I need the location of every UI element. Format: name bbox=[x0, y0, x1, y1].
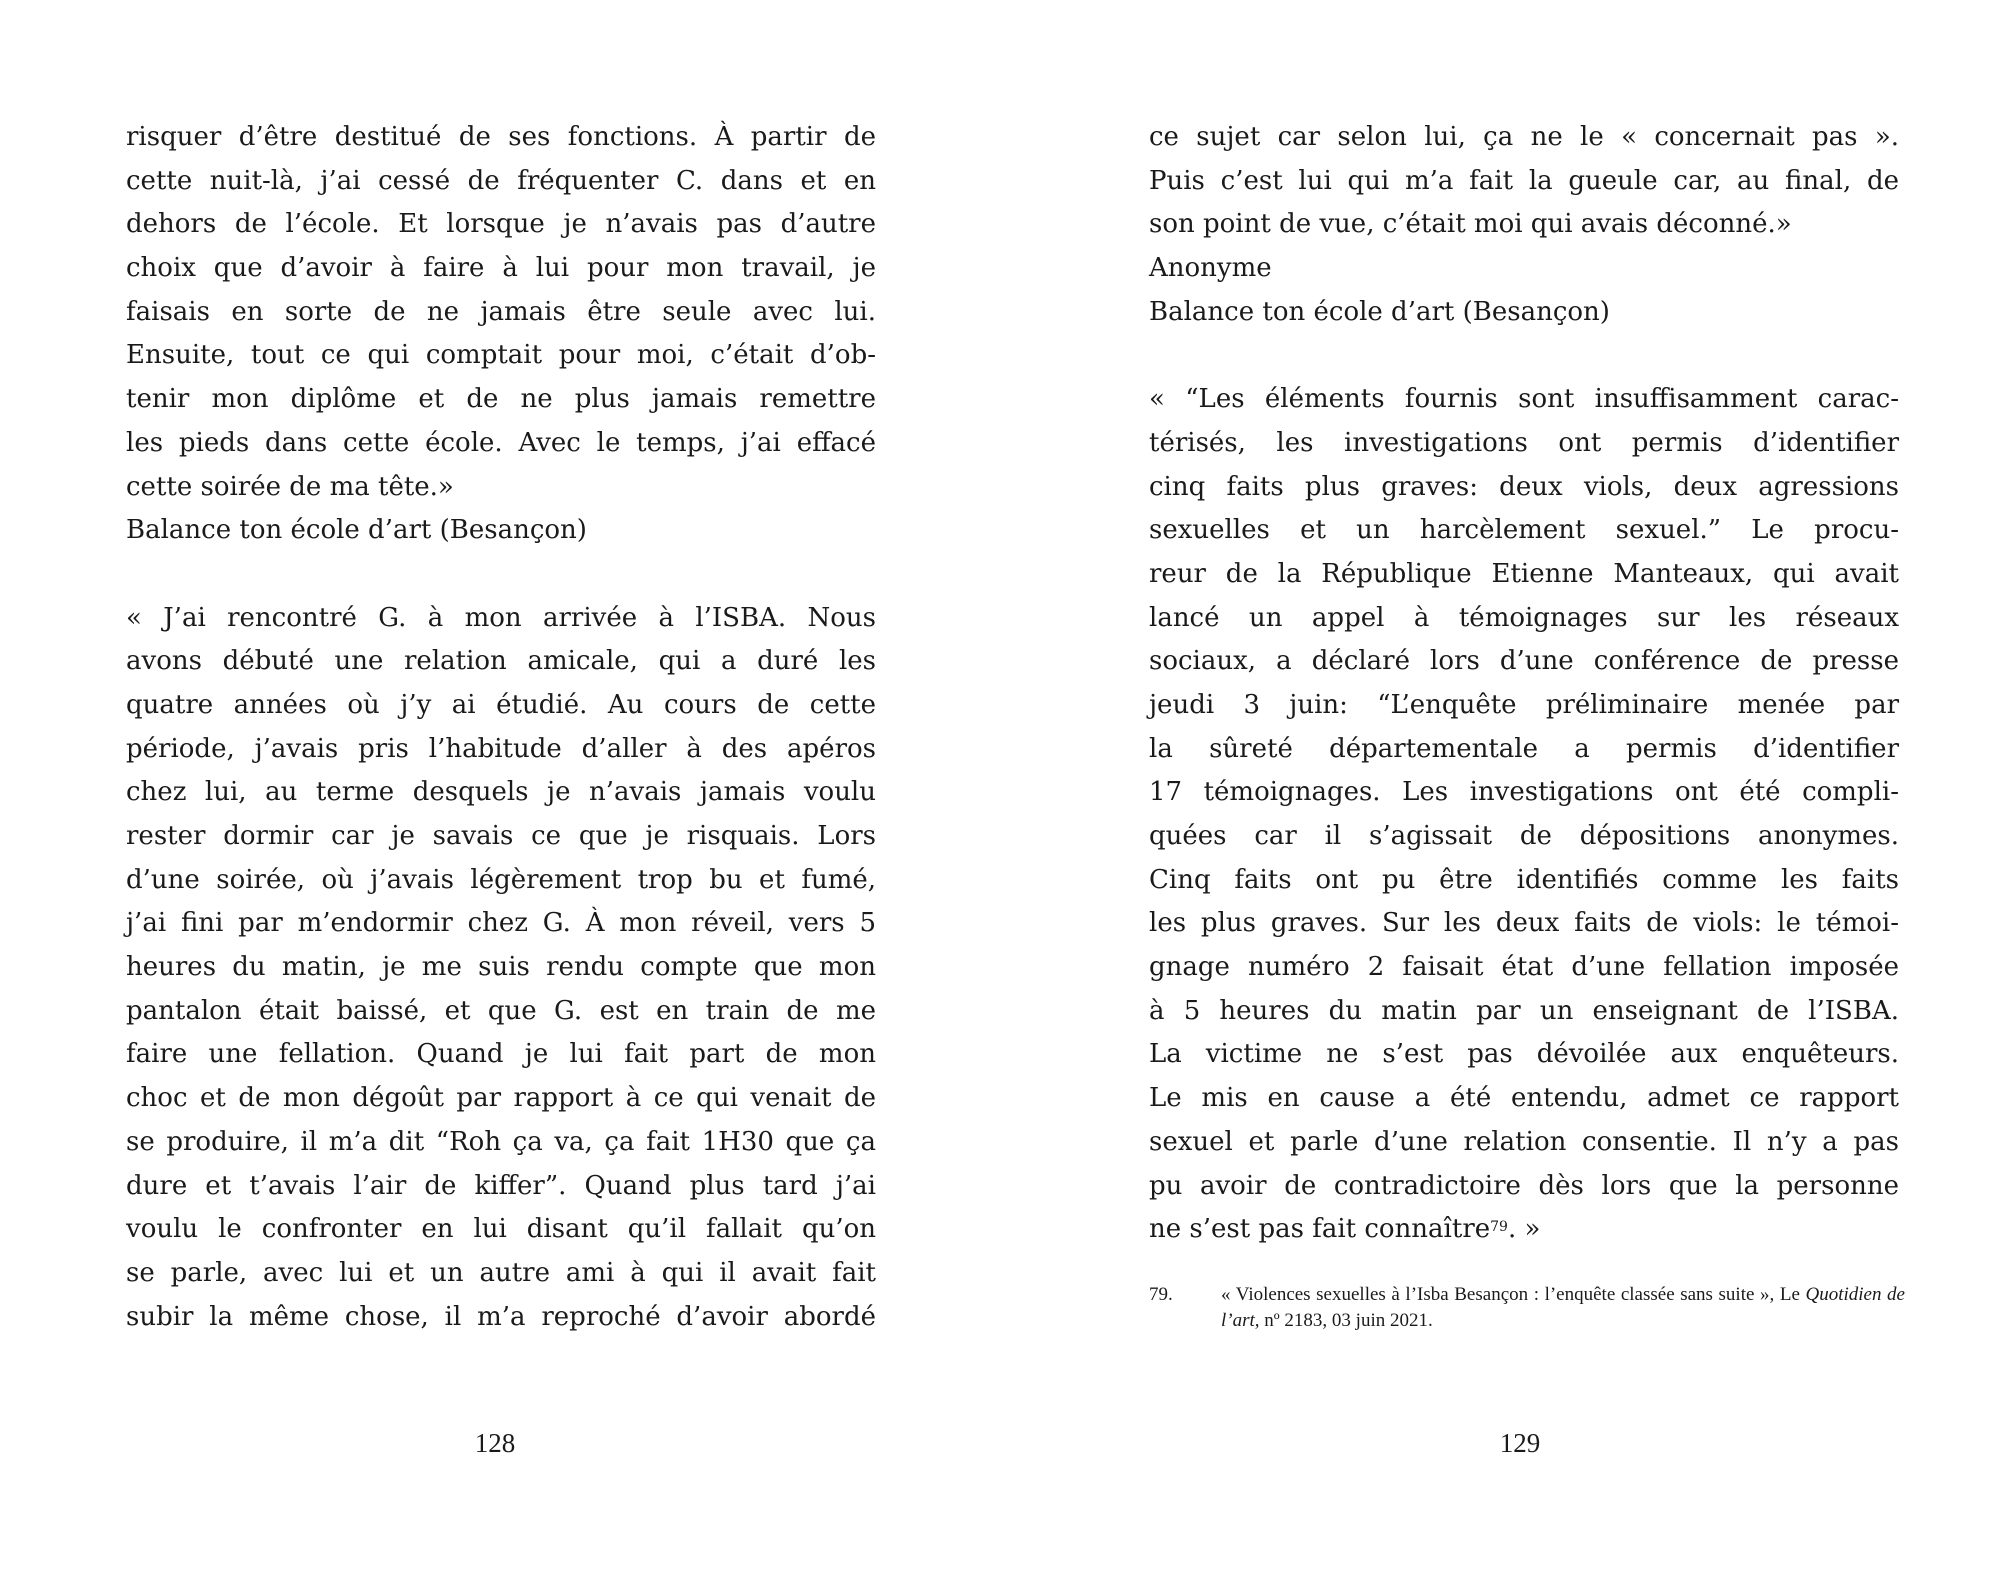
text-line: sexuel et parle d’une relation consentie. Il n’y a pas bbox=[1149, 1126, 1899, 1157]
text-line: pantalon était baissé, et que G. est en train de me bbox=[126, 995, 876, 1026]
footnote-text bbox=[1221, 1282, 1905, 1334]
text-line: Le mis en cause a été entendu, admet ce rapport bbox=[1149, 1083, 1899, 1114]
text-line-part: . » bbox=[1507, 1214, 1541, 1245]
left-page-text bbox=[126, 116, 876, 1339]
text-line: tenir mon diplôme et de ne plus jamais remettre bbox=[126, 384, 876, 415]
text-line: les pieds dans cette école. Avec le temps, j’ai effacé bbox=[126, 427, 876, 458]
text-line: heures du matin, je me suis rendu compte que mon bbox=[126, 952, 876, 983]
text-line: lancé un appel à témoignages sur les réseaux bbox=[1149, 602, 1899, 633]
text-line: son point de vue, c’était moi qui avais déconné.» bbox=[1149, 209, 1792, 240]
text-line: quatre années où j’y ai étudié. Au cours de cette bbox=[126, 689, 876, 720]
text-line: la sûreté départementale a permis d’identifier bbox=[1149, 733, 1899, 764]
text-line: choc et de mon dégoût par rapport à ce qui venait de bbox=[126, 1083, 876, 1114]
text-line: sexuelles et un harcèlement sexuel.” Le procu- bbox=[1149, 515, 1899, 546]
text-line: Ensuite, tout ce qui comptait pour moi, c’était d’ob- bbox=[126, 340, 876, 371]
text-line: à 5 heures du matin par un enseignant de l’ISBA. bbox=[1149, 995, 1899, 1026]
text-line: La victime ne s’est pas dévoilée aux enquêteurs. bbox=[1149, 1039, 1899, 1070]
text-line: voulu le confronter en lui disant qu’il fallait qu’on bbox=[126, 1214, 876, 1245]
text-line: période, j’avais pris l’habitude d’aller à des apéros bbox=[126, 733, 876, 764]
text-line: reur de la République Etienne Manteaux, qui avait bbox=[1149, 558, 1899, 589]
text-line: térisés, les investigations ont permis d’identifier bbox=[1149, 427, 1899, 458]
footnote-journal-title: Quotidien de l’art bbox=[1221, 1284, 1905, 1331]
text-line: se parle, avec lui et un autre ami à qui il avait fait bbox=[126, 1257, 876, 1288]
page-number-right: 129 bbox=[1499, 1428, 1541, 1458]
text-line: choix que d’avoir à faire à lui pour mon travail, je bbox=[126, 253, 876, 284]
text-line: Puis c’est lui qui m’a fait la gueule car, au final, de bbox=[1149, 165, 1899, 196]
footnote bbox=[1149, 1282, 1905, 1334]
text-line: faisais en sorte de ne jamais être seule avec lui. bbox=[126, 296, 876, 327]
text-line: Anonyme bbox=[1149, 253, 1272, 284]
text-line bbox=[1149, 1208, 1899, 1252]
text-line: cinq faits plus graves: deux viols, deux agressions bbox=[1149, 471, 1899, 502]
text-line: Cinq faits ont pu être identifiés comme les faits bbox=[1149, 864, 1899, 895]
text-line: d’une soirée, où j’avais légèrement trop bu et fumé, bbox=[126, 864, 876, 895]
text-line: pu avoir de contradictoire dès lors que la personne bbox=[1149, 1170, 1899, 1201]
page-number-left: 128 bbox=[474, 1428, 516, 1458]
footnote-text-part: « Violences sexuelles à l’Isba Besançon : l’enquête classée sans suite », Le bbox=[1221, 1284, 1806, 1305]
text-line: cette nuit-là, j’ai cessé de fréquenter C. dans et en bbox=[126, 165, 876, 196]
blank-line bbox=[126, 553, 876, 597]
text-line: Balance ton école d’art (Besançon) bbox=[1149, 296, 1610, 327]
text-line: subir la même chose, il m’a reproché d’avoir abordé bbox=[126, 1301, 876, 1332]
text-line: faire une fellation. Quand je lui fait part de mon bbox=[126, 1039, 876, 1070]
text-line-part: ne s’est pas fait connaître bbox=[1149, 1214, 1491, 1245]
text-line: les plus graves. Sur les deux faits de viols: le témoi- bbox=[1149, 908, 1899, 939]
blank-line bbox=[1149, 334, 1899, 378]
right-page-text bbox=[1149, 116, 1899, 1252]
text-line: ce sujet car selon lui, ça ne le « concernait pas ». bbox=[1149, 122, 1899, 152]
footnote-number: 79. bbox=[1149, 1284, 1173, 1305]
text-line: dure et t’avais l’air de kiffer”. Quand plus tard j’ai bbox=[126, 1170, 876, 1201]
text-line: rester dormir car je savais ce que je risquais. Lors bbox=[126, 821, 876, 851]
footnote-reference[interactable]: 79 bbox=[1490, 1219, 1508, 1236]
right-page bbox=[1008, 0, 2016, 1575]
text-line: risquer d’être destitué de ses fonctions. À partir de bbox=[126, 122, 876, 152]
text-line: dehors de l’école. Et lorsque je n’avais pas d’autre bbox=[126, 209, 876, 240]
text-line: se produire, il m’a dit “Roh ça va, ça fait 1H30 que ça bbox=[126, 1126, 876, 1157]
text-line: quées car il s’agissait de dépositions anonymes. bbox=[1149, 821, 1899, 851]
text-line: jeudi 3 juin: “L’enquête préliminaire menée par bbox=[1149, 689, 1899, 720]
text-line: « “Les éléments fournis sont insuffisamment carac- bbox=[1149, 384, 1899, 415]
footnote-text-part: , nº 2183, 03 juin 2021. bbox=[1254, 1310, 1433, 1331]
text-line: sociaux, a déclaré lors d’une conférence de presse bbox=[1149, 646, 1899, 677]
text-line: cette soirée de ma tête.» bbox=[126, 471, 454, 502]
text-line: 17 témoignages. Les investigations ont été compli- bbox=[1149, 777, 1899, 808]
text-line: « J’ai rencontré G. à mon arrivée à l’ISBA. Nous bbox=[126, 602, 876, 633]
text-line: chez lui, au terme desquels je n’avais jamais voulu bbox=[126, 777, 876, 808]
text-line: j’ai fini par m’endormir chez G. À mon réveil, vers 5 bbox=[126, 908, 876, 939]
text-line: avons débuté une relation amicale, qui a duré les bbox=[126, 646, 876, 677]
text-line: Balance ton école d’art (Besançon) bbox=[126, 515, 587, 546]
text-line: gnage numéro 2 faisait état d’une fellation imposée bbox=[1149, 952, 1899, 983]
